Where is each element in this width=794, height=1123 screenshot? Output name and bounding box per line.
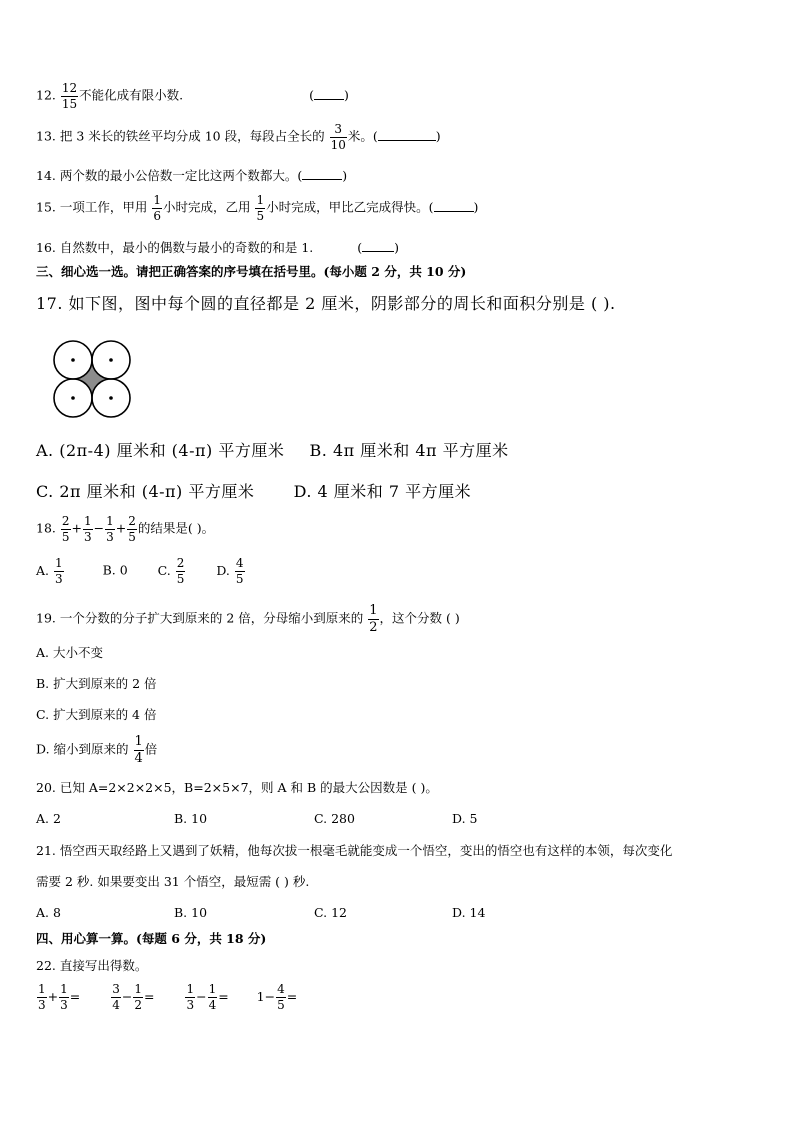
q13-fraction: $\frac{3}{10}$: [330, 122, 346, 152]
answer-blank: [378, 130, 436, 141]
question-21-line-1: 21. 悟空西天取经路上又遇到了妖精，他每次拔一根毫毛就能变成一个悟空，变出的悟空也有这样的本领，每次变化: [36, 843, 673, 858]
q18-option-d[interactable]: D. $\frac{4}{5}$: [216, 556, 244, 586]
answer-blank: [434, 201, 474, 212]
shaded-region: [73, 360, 111, 398]
q18-term-4: $\frac{2}{5}$: [128, 514, 136, 544]
q22-expression-3: $\frac{1}{3}$ − $\frac{1}{4}$ =: [186, 982, 229, 1012]
q20-option-c[interactable]: C. 280: [314, 811, 355, 826]
question-20: 20. 已知 A=2×2×2×5，B=2×5×7，则 A 和 B 的最大公因数是 ( )。: [36, 780, 438, 795]
q18-option-c[interactable]: C. $\frac{2}{5}$: [157, 556, 185, 586]
q21-option-b[interactable]: B. 10: [174, 905, 208, 920]
question-22: 22. 直接写出得数。: [36, 958, 148, 973]
q22-expression-4: 1− $\frac{4}{5}$ =: [256, 982, 298, 1012]
q21-option-c[interactable]: C. 12: [314, 905, 347, 920]
q12-text: 不能化成有限小数.: [79, 87, 184, 103]
q13-text: 13. 把 3 米长的铁丝平均分成 10 段，每段占全长的: [36, 128, 325, 144]
section-4-heading: 四、用心算一算。(每题 6 分，共 18 分): [36, 931, 267, 946]
q12-fraction: $\frac{12}{15}$: [61, 81, 78, 111]
q17-option-b[interactable]: B. 4π 厘米和 4π 平方厘米: [309, 441, 509, 460]
q21-options: [36, 907, 485, 920]
q19-option-b[interactable]: B. 扩大到原来的 2 倍: [36, 676, 157, 691]
q20-option-a[interactable]: A. 2: [36, 811, 61, 826]
q17-option-d[interactable]: D. 4 厘米和 7 平方厘米: [293, 482, 472, 501]
center-dot: [71, 396, 75, 400]
q17-options-row-1: [36, 443, 509, 459]
q15-fraction-1: $\frac{1}{6}$: [153, 193, 161, 223]
center-dot: [109, 396, 113, 400]
q18-option-b[interactable]: B. 0: [102, 562, 128, 578]
q18-term-3: $\frac{1}{3}$: [106, 514, 114, 544]
q22-expression-1: $\frac{1}{3}$ + $\frac{1}{3}$ =: [38, 982, 81, 1012]
answer-blank: [362, 241, 394, 252]
q17-option-c[interactable]: C. 2π 厘米和 (4-π) 平方厘米: [36, 482, 255, 501]
answer-blank: [314, 89, 344, 100]
q17-option-a[interactable]: A. (2π-4) 厘米和 (4-π) 平方厘米: [36, 441, 285, 460]
q22-expressions: [36, 983, 297, 1011]
answer-blank: [302, 169, 342, 180]
q20-option-d[interactable]: D. 5: [452, 811, 478, 826]
section-3-heading: 三、细心选一选。请把正确答案的序号填在括号里。(每小题 2 分，共 10 分): [36, 264, 467, 279]
question-12: 12. $\frac{12}{15}$ 不能化成有限小数. ( ): [36, 81, 349, 111]
q18-term-1: $\frac{2}{5}$: [61, 514, 70, 544]
q22-expression-2: $\frac{3}{4}$ − $\frac{1}{2}$ =: [112, 982, 155, 1012]
center-dot: [71, 358, 75, 362]
question-15: 15. 一项工作，甲用 $\frac{1}{6}$ 小时完成，乙用 $\frac{1}{5}$ 小时完成，甲比乙完成得快。( ): [36, 193, 479, 223]
q12-number: 12.: [36, 87, 56, 103]
q18-term-2: $\frac{1}{3}$: [84, 514, 92, 544]
q14-text: 14. 两个数的最小公倍数一定比这两个数都大。(: [36, 168, 303, 183]
question-17: 17. 如下图，图中每个圆的直径都是 2 厘米，阴影部分的周长和面积分别是 ( ).: [36, 294, 616, 313]
q15-fraction-2: $\frac{1}{5}$: [256, 193, 265, 223]
q20-options: [36, 813, 477, 826]
q18-options: [36, 557, 246, 585]
question-13: 13. 把 3 米长的铁丝平均分成 10 段，每段占全长的 $\frac{3}{10}$ 米。( ): [36, 122, 441, 152]
q19-fraction: $\frac{1}{2}$: [369, 603, 378, 635]
question-16: 16. 自然数中，最小的偶数与最小的奇数的和是 1. ( ): [36, 240, 400, 255]
question-19: 19. 一个分数的分子扩大到原来的 2 倍，分母缩小到原来的 $\frac{1}{2}$ ，这个分数 ( ): [36, 603, 460, 635]
q19-option-c[interactable]: C. 扩大到原来的 4 倍: [36, 707, 157, 722]
q20-option-b[interactable]: B. 10: [174, 811, 208, 826]
q18-option-a[interactable]: A. $\frac{1}{3}$: [36, 556, 63, 586]
q19-option-a[interactable]: A. 大小不变: [36, 645, 103, 660]
q21-option-a[interactable]: A. 8: [36, 905, 61, 920]
question-18: 18. $\frac{2}{5}$ + $\frac{1}{3}$ − $\frac{1}{3}$ + $\frac{2}{5}$ 的结果是( )。: [36, 514, 215, 544]
q21-option-d[interactable]: D. 14: [452, 905, 486, 920]
q17-options-row-2: [36, 484, 471, 500]
question-21-line-2: 需要 2 秒. 如果要变出 31 个悟空，最短需 ( ) 秒.: [36, 874, 310, 889]
question-14: 14. 两个数的最小公倍数一定比这两个数都大。( ): [36, 168, 348, 183]
center-dot: [109, 358, 113, 362]
q19-option-d[interactable]: D. 缩小到原来的 $\frac{1}{4}$ 倍: [36, 734, 158, 766]
four-circles-figure: [50, 339, 134, 419]
